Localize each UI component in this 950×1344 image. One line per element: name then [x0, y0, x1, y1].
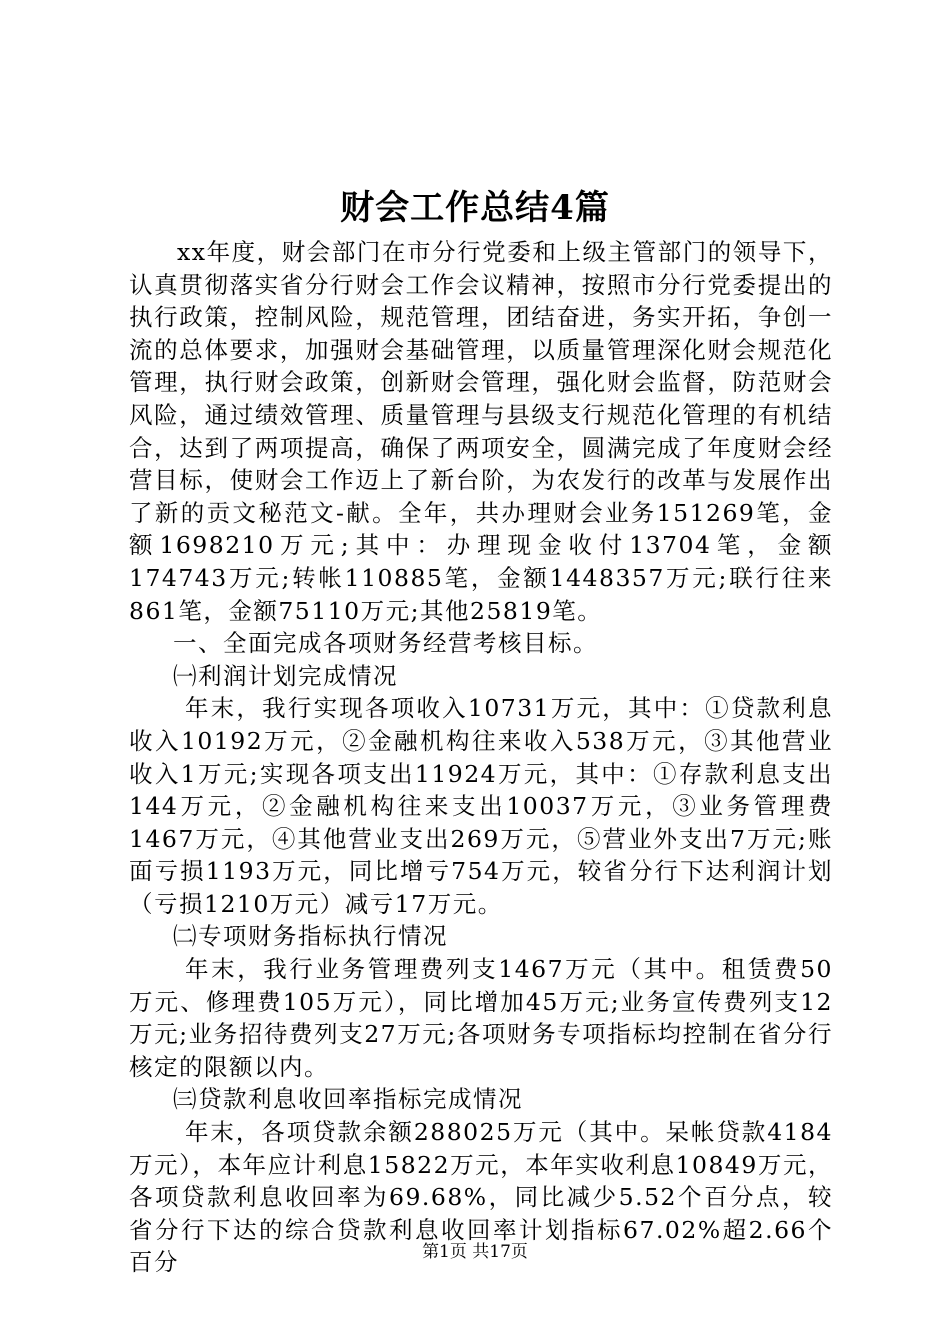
subsection-heading-profit: ㈠利润计划完成情况	[173, 661, 398, 690]
document-title: 财会工作总结4篇	[340, 188, 610, 228]
document-body	[129, 236, 833, 1279]
subsection-heading-special-indicators: ㈡专项财务指标执行情况	[173, 922, 448, 951]
page-footer: 第1页 共17页	[422, 1242, 528, 1262]
subsection-heading-interest-recovery: ㈢贷款利息收回率指标完成情况	[173, 1085, 523, 1114]
profit-paragraph: 年末，我行实现各项收入10731万元，其中：①贷款利息收入10192万元，②金融机构往来收入538万元，③其他营业收入1万元;实现各项支出11924万元，其中：①存款利息支出144万元，②金融机构往来支出10037万元，③业务管理费1467万元，④其他营业支出269万元，⑤营业外支出7万元;账面亏损1193万元，同比增亏754万元，较省分行下达利润计划（亏损1210万元）减亏17万元。	[129, 694, 833, 918]
special-indicators-paragraph: 年末，我行业务管理费列支1467万元（其中。租赁费50万元、修理费105万元），同比增加45万元;业务宣传费列支12万元;业务招待费列支27万元;各项财务专项指标均控制在省分行核定的限额以内。	[129, 955, 833, 1081]
intro-paragraph: xx年度，财会部门在市分行党委和上级主管部门的领导下，认真贯彻落实省分行财会工作会议精神，按照市分行党委提出的执行政策，控制风险，规范管理，团结奋进，务实开拓，争创一流的总体要求，加强财会基础管理，以质量管理深化财会规范化管理，执行财会政策，创新财会管理，强化财会监督，防范财会风险，通过绩效管理、质量管理与县级支行规范化管理的有机结合，达到了两项提高，确保了两项安全，圆满完成了年度财会经营目标，使财会工作迈上了新台阶，为农发行的改革与发展作出了新的贡文秘范文-献。全年，共办理财会业务151269笔，金额1698210万元;其中：办理现金收付13704笔，金额174743万元;转帐110885笔，金额1448357万元;联行往来861笔，金额75110万元;其他25819笔。	[129, 238, 833, 625]
section-heading-1: 一、全面完成各项财务经营考核目标。	[173, 629, 598, 658]
interest-recovery-paragraph: 年末，各项贷款余额288025万元（其中。呆帐贷款4184万元），本年应计利息15822万元，本年实收利息10849万元，各项贷款利息收回率为69.68%，同比减少5.52个百分点，较省分行下达的综合贷款利息收回率计划指标67.02%超2.66个百分	[129, 1118, 833, 1277]
